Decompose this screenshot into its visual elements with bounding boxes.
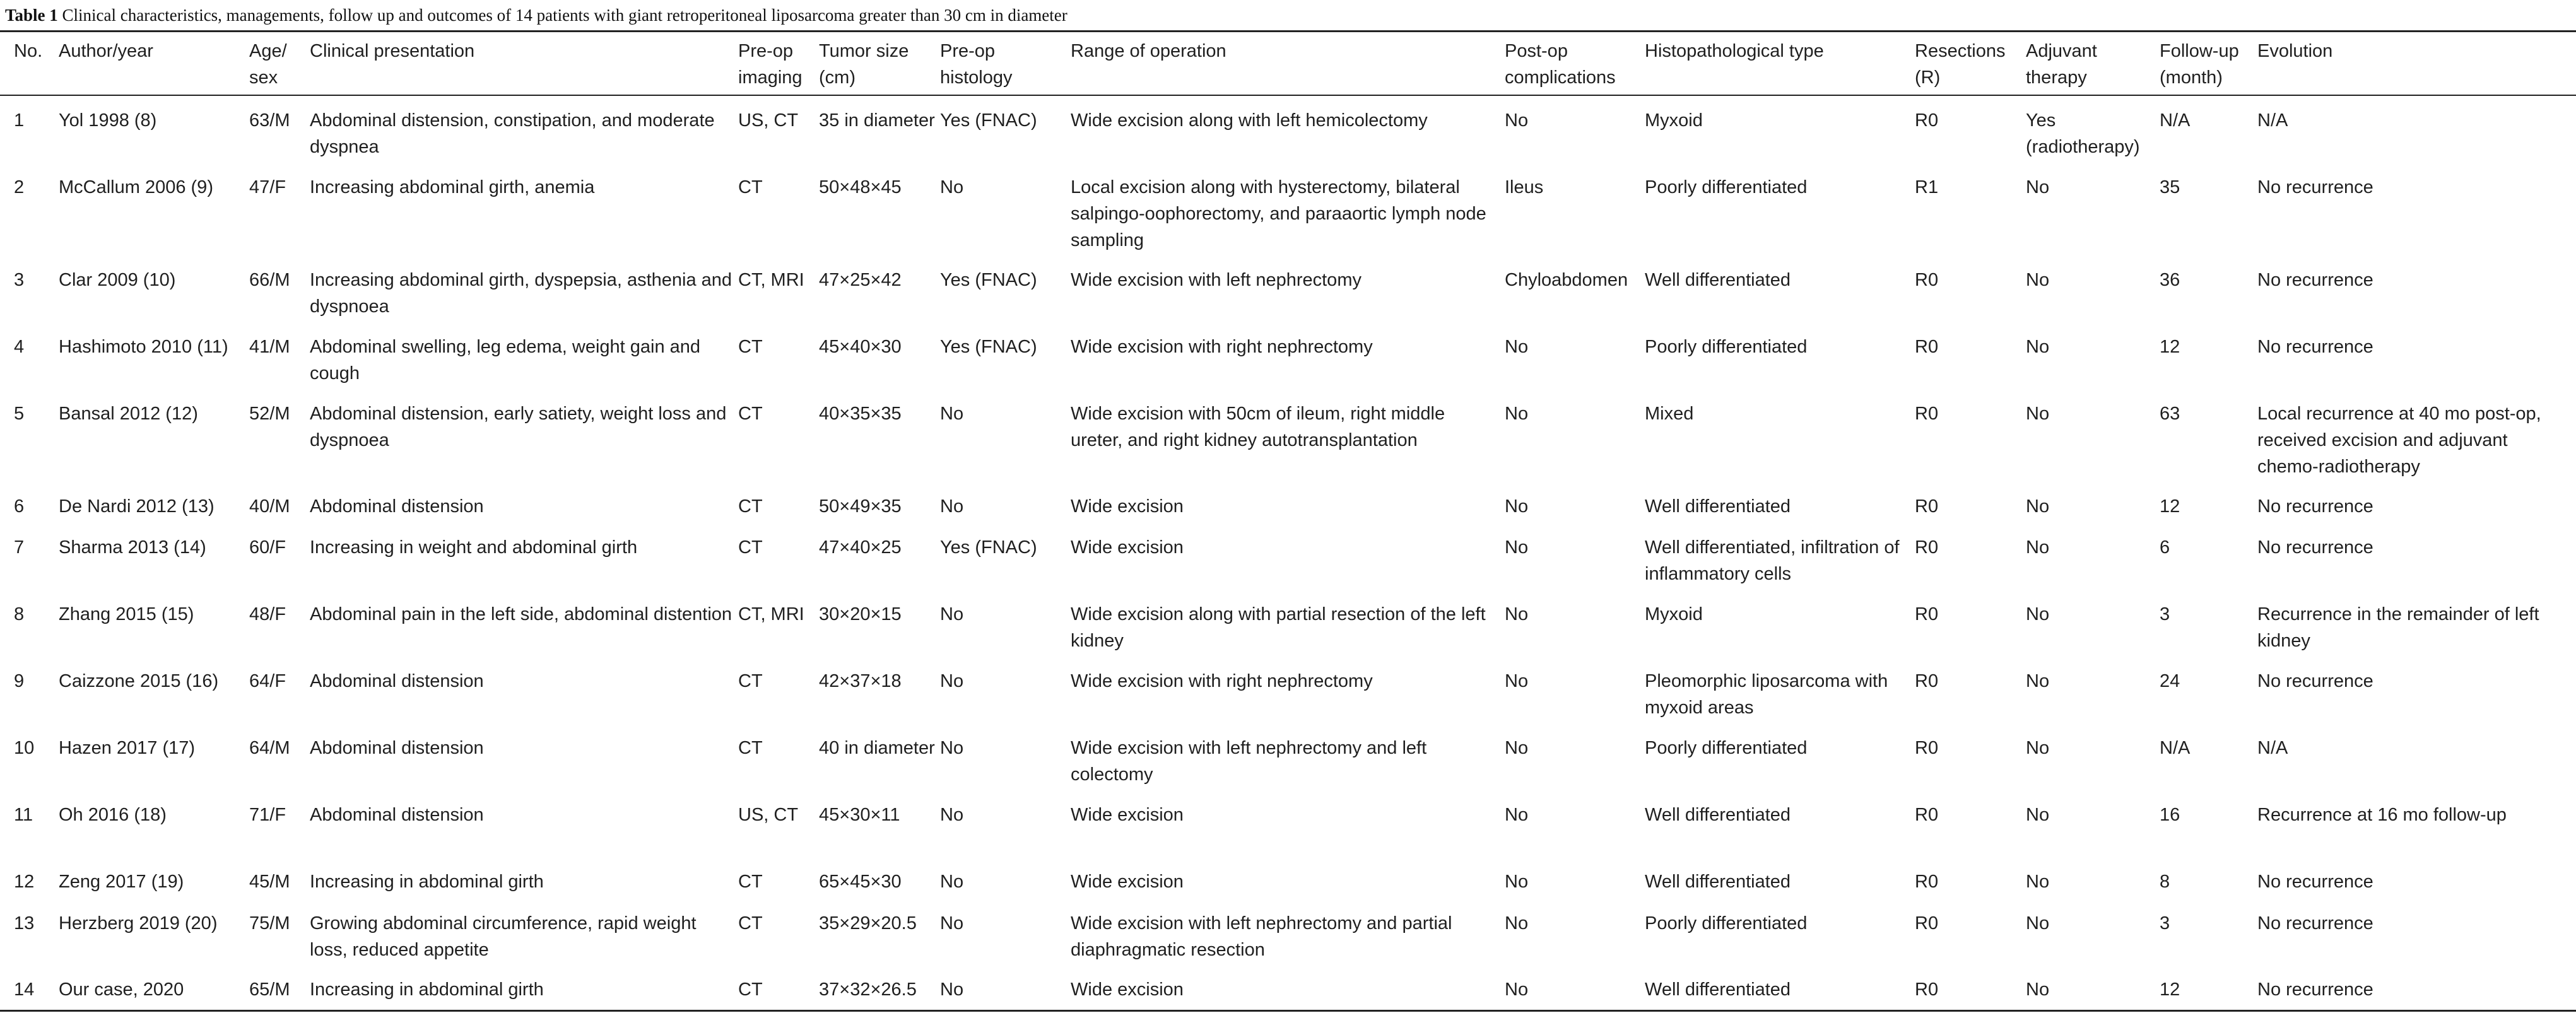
- col-header-follow-up: Follow-up (month): [2160, 41, 2239, 88]
- cell-operation: Wide excision: [1071, 537, 1184, 558]
- cell-author: Yol 1998 (8): [59, 110, 157, 131]
- cell-tumor-size: 35×29×20.5: [819, 913, 917, 933]
- cell-tumor-size: 45×30×11: [819, 805, 900, 825]
- cell-histology: Yes (FNAC): [940, 537, 1037, 558]
- cell-presentation: Increasing abdominal girth, dyspepsia, asthenia and dyspnoea: [310, 270, 732, 317]
- cell-histopath: Myxoid: [1645, 110, 1703, 131]
- cell-histopath: Poorly differentiated: [1645, 337, 1808, 357]
- cell-tumor-size: 47×25×42: [819, 270, 902, 290]
- cell-age-sex: 66/M: [249, 270, 290, 290]
- cell-tumor-size: 45×40×30: [819, 337, 902, 357]
- cell-imaging: CT, MRI: [738, 604, 804, 624]
- cell-presentation: Abdominal distension, early satiety, weight loss and dyspnoea: [310, 404, 727, 450]
- cell-age-sex: 64/F: [249, 671, 286, 691]
- cell-follow-up: 12: [2160, 496, 2180, 517]
- col-header-operation: Range of operation: [1071, 41, 1226, 61]
- cell-follow-up: 36: [2160, 270, 2180, 290]
- cell-operation: Wide excision: [1071, 980, 1184, 1000]
- cell-imaging: CT: [738, 913, 763, 933]
- cell-tumor-size: 42×37×18: [819, 671, 902, 691]
- cell-age-sex: 75/M: [249, 913, 290, 933]
- cell-evolution: N/A: [2257, 738, 2288, 758]
- cell-presentation: Increasing in weight and abdominal girth: [310, 537, 638, 558]
- cell-tumor-size: 30×20×15: [819, 604, 902, 624]
- cell-author: Bansal 2012 (12): [59, 404, 198, 424]
- cell-adjuvant: No: [2026, 671, 2050, 691]
- cell-histopath: Well differentiated: [1645, 980, 1791, 1000]
- cell-histology: No: [940, 738, 964, 758]
- cell-resections: R0: [1915, 872, 1939, 892]
- cell-operation: Local excision along with hysterectomy, bilateral salpingo-oophorectomy, and paraaortic lymph node sampling: [1071, 177, 1486, 250]
- cell-histology: No: [940, 805, 964, 825]
- cell-author: Hashimoto 2010 (11): [59, 337, 228, 357]
- col-header-author: Author/year: [59, 41, 153, 61]
- cell-adjuvant: No: [2026, 270, 2050, 290]
- col-header-age-sex: Age/ sex: [249, 41, 287, 88]
- cell-evolution: No recurrence: [2257, 337, 2373, 357]
- cell-adjuvant: No: [2026, 404, 2050, 424]
- cell-imaging: CT: [738, 337, 763, 357]
- cell-operation: Wide excision with 50cm of ileum, right middle ureter, and right kidney autotransplantation: [1071, 404, 1445, 450]
- col-header-adjuvant: Adjuvant therapy: [2026, 41, 2097, 88]
- cell-tumor-size: 47×40×25: [819, 537, 902, 558]
- cell-histopath: Well differentiated: [1645, 270, 1791, 290]
- cell-presentation: Increasing abdominal girth, anemia: [310, 177, 595, 197]
- cell-tumor-size: 50×48×45: [819, 177, 902, 197]
- cell-follow-up: 3: [2160, 604, 2170, 624]
- bottom-rule: [0, 1010, 2576, 1012]
- cell-adjuvant: Yes (radiotherapy): [2026, 110, 2140, 157]
- cell-histopath: Poorly differentiated: [1645, 738, 1808, 758]
- cell-histology: Yes (FNAC): [940, 337, 1037, 357]
- col-header-histology: Pre-op histology: [940, 41, 1013, 88]
- cell-operation: Wide excision: [1071, 872, 1184, 892]
- cell-histopath: Well differentiated: [1645, 805, 1791, 825]
- cell-histopath: Myxoid: [1645, 604, 1703, 624]
- cell-complications: No: [1505, 980, 1529, 1000]
- col-header-resections: Resections (R): [1915, 41, 2006, 88]
- cell-imaging: US, CT: [738, 805, 799, 825]
- cell-no: 10: [14, 738, 35, 758]
- col-header-evolution: Evolution: [2257, 41, 2333, 61]
- cell-resections: R0: [1915, 496, 1939, 517]
- cell-complications: No: [1505, 604, 1529, 624]
- cell-presentation: Abdominal pain in the left side, abdominal distention: [310, 604, 732, 624]
- cell-complications: No: [1505, 110, 1529, 131]
- cell-presentation: Abdominal distension: [310, 738, 484, 758]
- col-header-imaging: Pre-op imaging: [738, 41, 803, 88]
- cell-histology: No: [940, 496, 964, 517]
- cell-presentation: Abdominal distension: [310, 671, 484, 691]
- cell-operation: Wide excision: [1071, 496, 1184, 517]
- cell-imaging: US, CT: [738, 110, 799, 131]
- cell-no: 2: [14, 177, 25, 197]
- cell-follow-up: 12: [2160, 980, 2180, 1000]
- cell-complications: No: [1505, 671, 1529, 691]
- cell-histopath: Well differentiated: [1645, 496, 1791, 517]
- cell-operation: Wide excision with left nephrectomy: [1071, 270, 1362, 290]
- cell-imaging: CT, MRI: [738, 270, 804, 290]
- cell-complications: Ileus: [1505, 177, 1544, 197]
- cell-no: 4: [14, 337, 25, 357]
- cell-author: Herzberg 2019 (20): [59, 913, 218, 933]
- cell-follow-up: 16: [2160, 805, 2180, 825]
- cell-no: 1: [14, 110, 25, 131]
- cell-resections: R0: [1915, 913, 1939, 933]
- cell-adjuvant: No: [2026, 337, 2050, 357]
- cell-tumor-size: 50×49×35: [819, 496, 902, 517]
- cell-age-sex: 60/F: [249, 537, 286, 558]
- cell-adjuvant: No: [2026, 604, 2050, 624]
- cell-evolution: No recurrence: [2257, 872, 2373, 892]
- cell-resections: R1: [1915, 177, 1939, 197]
- cell-evolution: No recurrence: [2257, 913, 2373, 933]
- cell-no: 9: [14, 671, 25, 691]
- cell-presentation: Abdominal distension: [310, 496, 484, 517]
- cell-histology: No: [940, 913, 964, 933]
- cell-no: 7: [14, 537, 25, 558]
- cell-age-sex: 63/M: [249, 110, 290, 131]
- cell-adjuvant: No: [2026, 872, 2050, 892]
- cell-histology: No: [940, 671, 964, 691]
- cell-presentation: Increasing in abdominal girth: [310, 872, 544, 892]
- cell-author: McCallum 2006 (9): [59, 177, 213, 197]
- cell-adjuvant: No: [2026, 805, 2050, 825]
- cell-no: 6: [14, 496, 25, 517]
- cell-complications: No: [1505, 738, 1529, 758]
- cell-no: 11: [14, 805, 33, 825]
- cell-operation: Wide excision with right nephrectomy: [1071, 337, 1373, 357]
- cell-author: Oh 2016 (18): [59, 805, 167, 825]
- cell-complications: No: [1505, 496, 1529, 517]
- cell-age-sex: 65/M: [249, 980, 290, 1000]
- cell-resections: R0: [1915, 805, 1939, 825]
- cell-no: 13: [14, 913, 35, 933]
- cell-imaging: CT: [738, 404, 763, 424]
- cell-histology: Yes (FNAC): [940, 270, 1037, 290]
- cell-evolution: No recurrence: [2257, 537, 2373, 558]
- cell-no: 3: [14, 270, 25, 290]
- cell-no: 12: [14, 872, 35, 892]
- cell-histology: No: [940, 177, 964, 197]
- col-header-presentation: Clinical presentation: [310, 41, 475, 61]
- cell-tumor-size: 40 in diameter: [819, 738, 935, 758]
- cell-imaging: CT: [738, 980, 763, 1000]
- cell-imaging: CT: [738, 671, 763, 691]
- cell-presentation: Abdominal swelling, leg edema, weight gain and cough: [310, 337, 701, 383]
- cell-complications: No: [1505, 537, 1529, 558]
- cell-resections: R0: [1915, 337, 1939, 357]
- cell-evolution: No recurrence: [2257, 980, 2373, 1000]
- cell-complications: No: [1505, 872, 1529, 892]
- cell-complications: No: [1505, 337, 1529, 357]
- cell-histopath: Well differentiated, infiltration of inflammatory cells: [1645, 537, 1900, 584]
- cell-histopath: Well differentiated: [1645, 872, 1791, 892]
- cell-operation: Wide excision with left nephrectomy and left colectomy: [1071, 738, 1427, 785]
- cell-imaging: CT: [738, 177, 763, 197]
- cell-imaging: CT: [738, 537, 763, 558]
- cell-tumor-size: 37×32×26.5: [819, 980, 917, 1000]
- cell-follow-up: 63: [2160, 404, 2180, 424]
- cell-age-sex: 71/F: [249, 805, 286, 825]
- col-header-no: No.: [14, 41, 43, 61]
- cell-histology: No: [940, 980, 964, 1000]
- cell-imaging: CT: [738, 496, 763, 517]
- cell-operation: Wide excision along with partial resection of the left kidney: [1071, 604, 1486, 651]
- cell-histopath: Mixed: [1645, 404, 1694, 424]
- cell-complications: No: [1505, 913, 1529, 933]
- cell-adjuvant: No: [2026, 177, 2050, 197]
- cell-histology: No: [940, 404, 964, 424]
- cell-age-sex: 40/M: [249, 496, 290, 517]
- cell-follow-up: N/A: [2160, 110, 2191, 131]
- cell-follow-up: N/A: [2160, 738, 2191, 758]
- cell-age-sex: 48/F: [249, 604, 286, 624]
- cell-tumor-size: 65×45×30: [819, 872, 902, 892]
- cell-histology: Yes (FNAC): [940, 110, 1037, 131]
- cell-resections: R0: [1915, 270, 1939, 290]
- cell-histology: No: [940, 604, 964, 624]
- cell-follow-up: 3: [2160, 913, 2170, 933]
- cell-resections: R0: [1915, 537, 1939, 558]
- cell-operation: Wide excision along with left hemicolectomy: [1071, 110, 1428, 131]
- cell-histopath: Poorly differentiated: [1645, 913, 1808, 933]
- cell-author: Hazen 2017 (17): [59, 738, 196, 758]
- cell-complications: No: [1505, 805, 1529, 825]
- cell-age-sex: 41/M: [249, 337, 290, 357]
- cell-adjuvant: No: [2026, 738, 2050, 758]
- cell-resections: R0: [1915, 110, 1939, 131]
- cell-adjuvant: No: [2026, 537, 2050, 558]
- cell-histopath: Pleomorphic liposarcoma with myxoid areas: [1645, 671, 1888, 718]
- col-header-tumor-size: Tumor size (cm): [819, 41, 909, 88]
- cell-adjuvant: No: [2026, 913, 2050, 933]
- cell-no: 5: [14, 404, 25, 424]
- cell-resections: R0: [1915, 738, 1939, 758]
- cell-presentation: Abdominal distension, constipation, and moderate dyspnea: [310, 110, 715, 157]
- table-caption: [5, 3, 1067, 28]
- cell-operation: Wide excision: [1071, 805, 1184, 825]
- cell-complications: No: [1505, 404, 1529, 424]
- cell-evolution: No recurrence: [2257, 177, 2373, 197]
- cell-histopath: Poorly differentiated: [1645, 177, 1808, 197]
- cell-author: Zeng 2017 (19): [59, 872, 184, 892]
- table-caption-label: Table 1: [5, 6, 58, 25]
- cell-resections: R0: [1915, 604, 1939, 624]
- cell-author: Clar 2009 (10): [59, 270, 176, 290]
- cell-imaging: CT: [738, 738, 763, 758]
- col-header-complications: Post-op complications: [1505, 41, 1616, 88]
- cell-evolution: No recurrence: [2257, 671, 2373, 691]
- cell-tumor-size: 35 in diameter: [819, 110, 935, 131]
- cell-no: 8: [14, 604, 25, 624]
- cell-operation: Wide excision with right nephrectomy: [1071, 671, 1373, 691]
- cell-age-sex: 47/F: [249, 177, 286, 197]
- cell-resections: R0: [1915, 671, 1939, 691]
- table-caption-text: Clinical characteristics, managements, follow up and outcomes of 14 patients with giant retroperitoneal liposarcoma greater than 30 cm in diameter: [62, 6, 1067, 25]
- cell-follow-up: 12: [2160, 337, 2180, 357]
- cell-age-sex: 64/M: [249, 738, 290, 758]
- top-rule: [0, 30, 2576, 32]
- cell-resections: R0: [1915, 404, 1939, 424]
- cell-imaging: CT: [738, 872, 763, 892]
- cell-author: Zhang 2015 (15): [59, 604, 194, 624]
- cell-author: De Nardi 2012 (13): [59, 496, 215, 517]
- header-rule: [0, 95, 2576, 96]
- cell-author: Caizzone 2015 (16): [59, 671, 219, 691]
- cell-tumor-size: 40×35×35: [819, 404, 902, 424]
- cell-complications: Chyloabdomen: [1505, 270, 1628, 290]
- cell-follow-up: 6: [2160, 537, 2170, 558]
- cell-age-sex: 45/M: [249, 872, 290, 892]
- cell-author: Sharma 2013 (14): [59, 537, 206, 558]
- cell-evolution: Recurrence at 16 mo follow-up: [2257, 805, 2507, 825]
- cell-adjuvant: No: [2026, 980, 2050, 1000]
- cell-histology: No: [940, 872, 964, 892]
- cell-operation: Wide excision with left nephrectomy and partial diaphragmatic resection: [1071, 913, 1452, 960]
- cell-evolution: No recurrence: [2257, 496, 2373, 517]
- cell-evolution: N/A: [2257, 110, 2288, 131]
- cell-evolution: Local recurrence at 40 mo post-op, received excision and adjuvant chemo-radiotherapy: [2257, 404, 2541, 477]
- col-header-histopath: Histopathological type: [1645, 41, 1824, 61]
- cell-no: 14: [14, 980, 35, 1000]
- cell-author: Our case, 2020: [59, 980, 184, 1000]
- cell-evolution: Recurrence in the remainder of left kidney: [2257, 604, 2539, 651]
- cell-follow-up: 8: [2160, 872, 2170, 892]
- cell-presentation: Increasing in abdominal girth: [310, 980, 544, 1000]
- cell-presentation: Abdominal distension: [310, 805, 484, 825]
- cell-resections: R0: [1915, 980, 1939, 1000]
- cell-follow-up: 24: [2160, 671, 2180, 691]
- cell-adjuvant: No: [2026, 496, 2050, 517]
- cell-evolution: No recurrence: [2257, 270, 2373, 290]
- cell-age-sex: 52/M: [249, 404, 290, 424]
- cell-follow-up: 35: [2160, 177, 2180, 197]
- cell-presentation: Growing abdominal circumference, rapid weight loss, reduced appetite: [310, 913, 697, 960]
